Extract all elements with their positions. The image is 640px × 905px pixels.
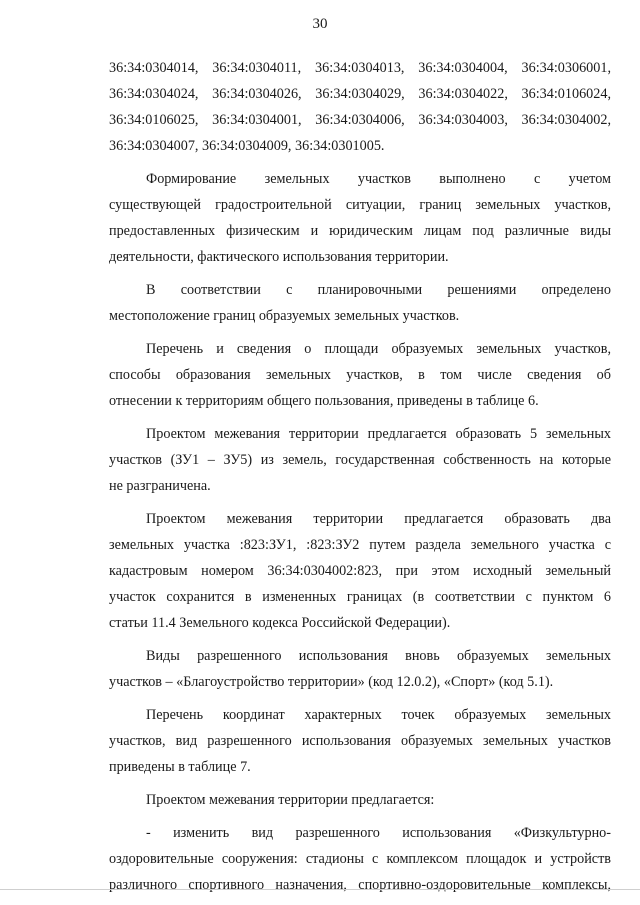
paragraph-area-list <box>109 336 611 414</box>
paragraph-five-plots <box>109 421 611 499</box>
text-line: Перечень координат характерных точек образуемых земельных <box>146 707 611 723</box>
paragraph-permitted-use <box>109 643 611 695</box>
page-number: 30 <box>312 16 328 32</box>
paragraph-proposed <box>109 787 611 813</box>
text-line: отнесении к территориям общего пользования, приведены в таблице 6. <box>109 393 539 409</box>
text-line: Проектом межевания территории предлагается образовать 5 земельных <box>146 426 611 442</box>
text-line: различного спортивного назначения, спортивно-оздоровительные комплексы, <box>109 877 611 893</box>
paragraph-cadastral-list <box>109 55 611 159</box>
text-line: оздоровительные сооружения: стадионы с комплексом площадок и устройств <box>109 851 611 867</box>
text-line: Виды разрешенного использования вновь образуемых земельных <box>146 648 611 664</box>
text-line: Перечень и сведения о площади образуемых земельных участков, <box>146 341 611 357</box>
text-line: предоставленных физическим и юридическим лицам под различные виды <box>109 223 611 239</box>
text-line: существующей градостроительной ситуации, границ земельных участков, <box>109 197 611 213</box>
text-line: - изменить вид разрешенного использования «Физкультурно- <box>146 825 611 841</box>
paragraph-two-plots <box>109 506 611 636</box>
body-text <box>109 55 611 905</box>
text-line: не разграничена. <box>109 478 211 494</box>
paragraph-planning-decisions <box>109 277 611 329</box>
text-line: деятельности, фактического использования территории. <box>109 249 449 265</box>
paragraph-coordinates <box>109 702 611 780</box>
text-line: кадастровым номером 36:34:0304002:823, при этом исходный земельный <box>109 563 611 579</box>
text-line: приведены в таблице 7. <box>109 759 251 775</box>
paragraph-change-use <box>109 820 611 898</box>
text-line: Формирование земельных участков выполнено с учетом <box>146 171 611 187</box>
text-line: участок сохранится в измененных границах (в соответствии с пунктом 6 <box>109 589 611 605</box>
scan-edge-divider <box>0 889 640 890</box>
text-line: Проектом межевания территории предлагается образовать два <box>146 511 611 527</box>
text-line: 36:34:0304024, 36:34:0304026, 36:34:0304029, 36:34:0304022, 36:34:0106024, <box>109 86 611 102</box>
text-line: участков (ЗУ1 – ЗУ5) из земель, государственная собственность на которые <box>109 452 611 468</box>
text-line: 36:34:0304014, 36:34:0304011, 36:34:0304013, 36:34:0304004, 36:34:0306001, <box>109 60 611 76</box>
paragraph-formation <box>109 166 611 270</box>
text-line: местоположение границ образуемых земельных участков. <box>109 308 460 324</box>
text-line: способы образования земельных участков, в том числе сведения об <box>109 367 611 383</box>
text-line: участков, вид разрешенного использования образуемых земельных участков <box>109 733 611 749</box>
text-line: статьи 11.4 Земельного кодекса Российской Федерации). <box>109 615 451 631</box>
text-line: 36:34:0106025, 36:34:0304001, 36:34:0304006, 36:34:0304003, 36:34:0304002, <box>109 112 611 128</box>
text-line: земельных участка :823:ЗУ1, :823:ЗУ2 путем раздела земельного участка с <box>109 537 611 553</box>
text-line: 36:34:0304007, 36:34:0304009, 36:34:0301005. <box>109 138 385 154</box>
text-line: В соответствии с планировочными решениями определено <box>146 282 611 298</box>
text-line: Проектом межевания территории предлагается: <box>146 792 435 808</box>
text-line: участков – «Благоустройство территории» (код 12.0.2), «Спорт» (код 5.1). <box>109 674 554 690</box>
